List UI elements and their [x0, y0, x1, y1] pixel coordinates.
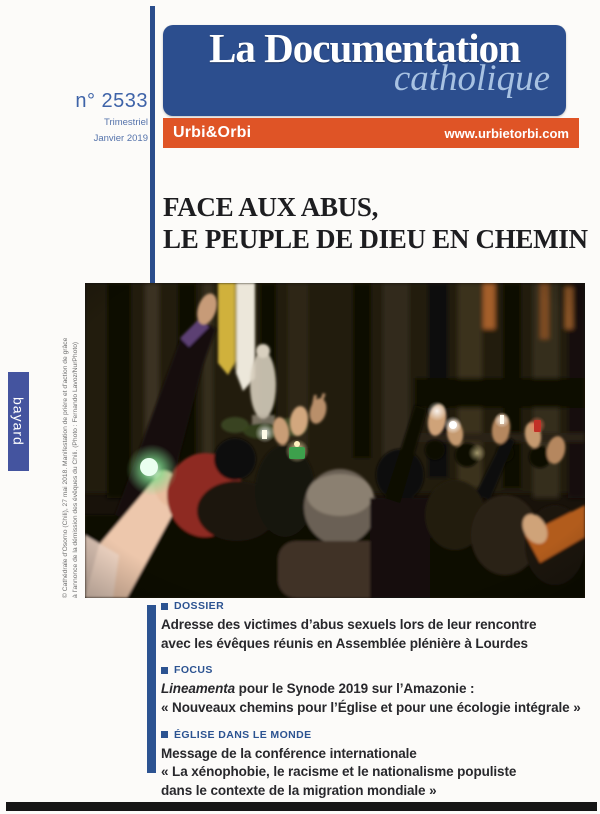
issue-frequency: Trimestriel	[104, 117, 148, 128]
vertical-rule-bottom	[147, 605, 156, 773]
cover-photo	[85, 283, 585, 598]
contents-list	[161, 600, 589, 811]
section-dossier	[161, 600, 589, 653]
photo-caption-line1: © Cathédrale d’Osorno (Chili), 27 mai 2018. Manifestation de prière et d’action de grâce	[62, 337, 69, 598]
photo-caption	[60, 283, 82, 598]
focus-line1-rest: pour le Synode 2019 sur l’Amazonie :	[235, 681, 475, 697]
headline-line2: LE PEUPLE DE DIEU EN CHEMIN	[163, 224, 588, 255]
section-dossier-label: DOSSIER	[174, 600, 225, 612]
section-bullet-icon	[161, 667, 168, 674]
section-focus-label: FOCUS	[174, 664, 213, 677]
section-eglise-label-row	[161, 729, 589, 741]
bayard-logo-text: bayard	[10, 397, 27, 446]
page-bottom-edge	[6, 802, 597, 811]
section-bullet-icon	[161, 731, 168, 738]
magazine-title: La Documentation	[209, 25, 520, 71]
masthead	[163, 25, 566, 116]
section-dossier-line2: avec les évêques réunis en Assemblée plénière à Lourdes	[161, 635, 528, 651]
section-focus-line2: « Nouveaux chemins pour l’Église et pour une écologie intégrale »	[161, 699, 581, 715]
section-bullet-icon	[161, 603, 168, 610]
section-eglise	[161, 729, 589, 801]
section-focus-line1	[161, 680, 589, 699]
section-dossier-line1: Adresse des victimes d’abus sexuels lors de leur rencontre	[161, 617, 537, 632]
issue-number: n° 2533	[75, 90, 148, 112]
section-eglise-line2: « La xénophobie, le racisme et le nationalisme populiste	[161, 764, 517, 780]
issue-info	[20, 90, 148, 146]
headline-line1: FACE AUX ABUS,	[163, 192, 379, 222]
magazine-subtitle: catholique	[393, 58, 550, 100]
section-dossier-label-row	[161, 600, 589, 612]
masthead-strip	[163, 118, 579, 148]
brand-urbi-orbi: Urbi&Orbi	[173, 124, 252, 141]
cover-headline	[163, 191, 593, 256]
issue-date: Janvier 2019	[93, 133, 148, 145]
website-url: www.urbietorbi.com	[444, 125, 569, 141]
photo-caption-line2: à l’annonce de la démission des évêques du Chili. (Photo : Fernando Lavoz/NurPhoto)	[72, 341, 80, 598]
section-focus	[161, 664, 589, 717]
bayard-logo	[8, 372, 29, 471]
section-eglise-line3: dans le contexte de la migration mondiale »	[161, 782, 437, 798]
focus-italic-term: Lineamenta	[161, 681, 236, 697]
section-eglise-line1: Message de la conférence internationale	[161, 745, 417, 761]
section-eglise-label: ÉGLISE DANS LE MONDE	[174, 728, 312, 741]
section-focus-label-row	[161, 664, 589, 676]
vertical-rule-top	[150, 6, 155, 283]
